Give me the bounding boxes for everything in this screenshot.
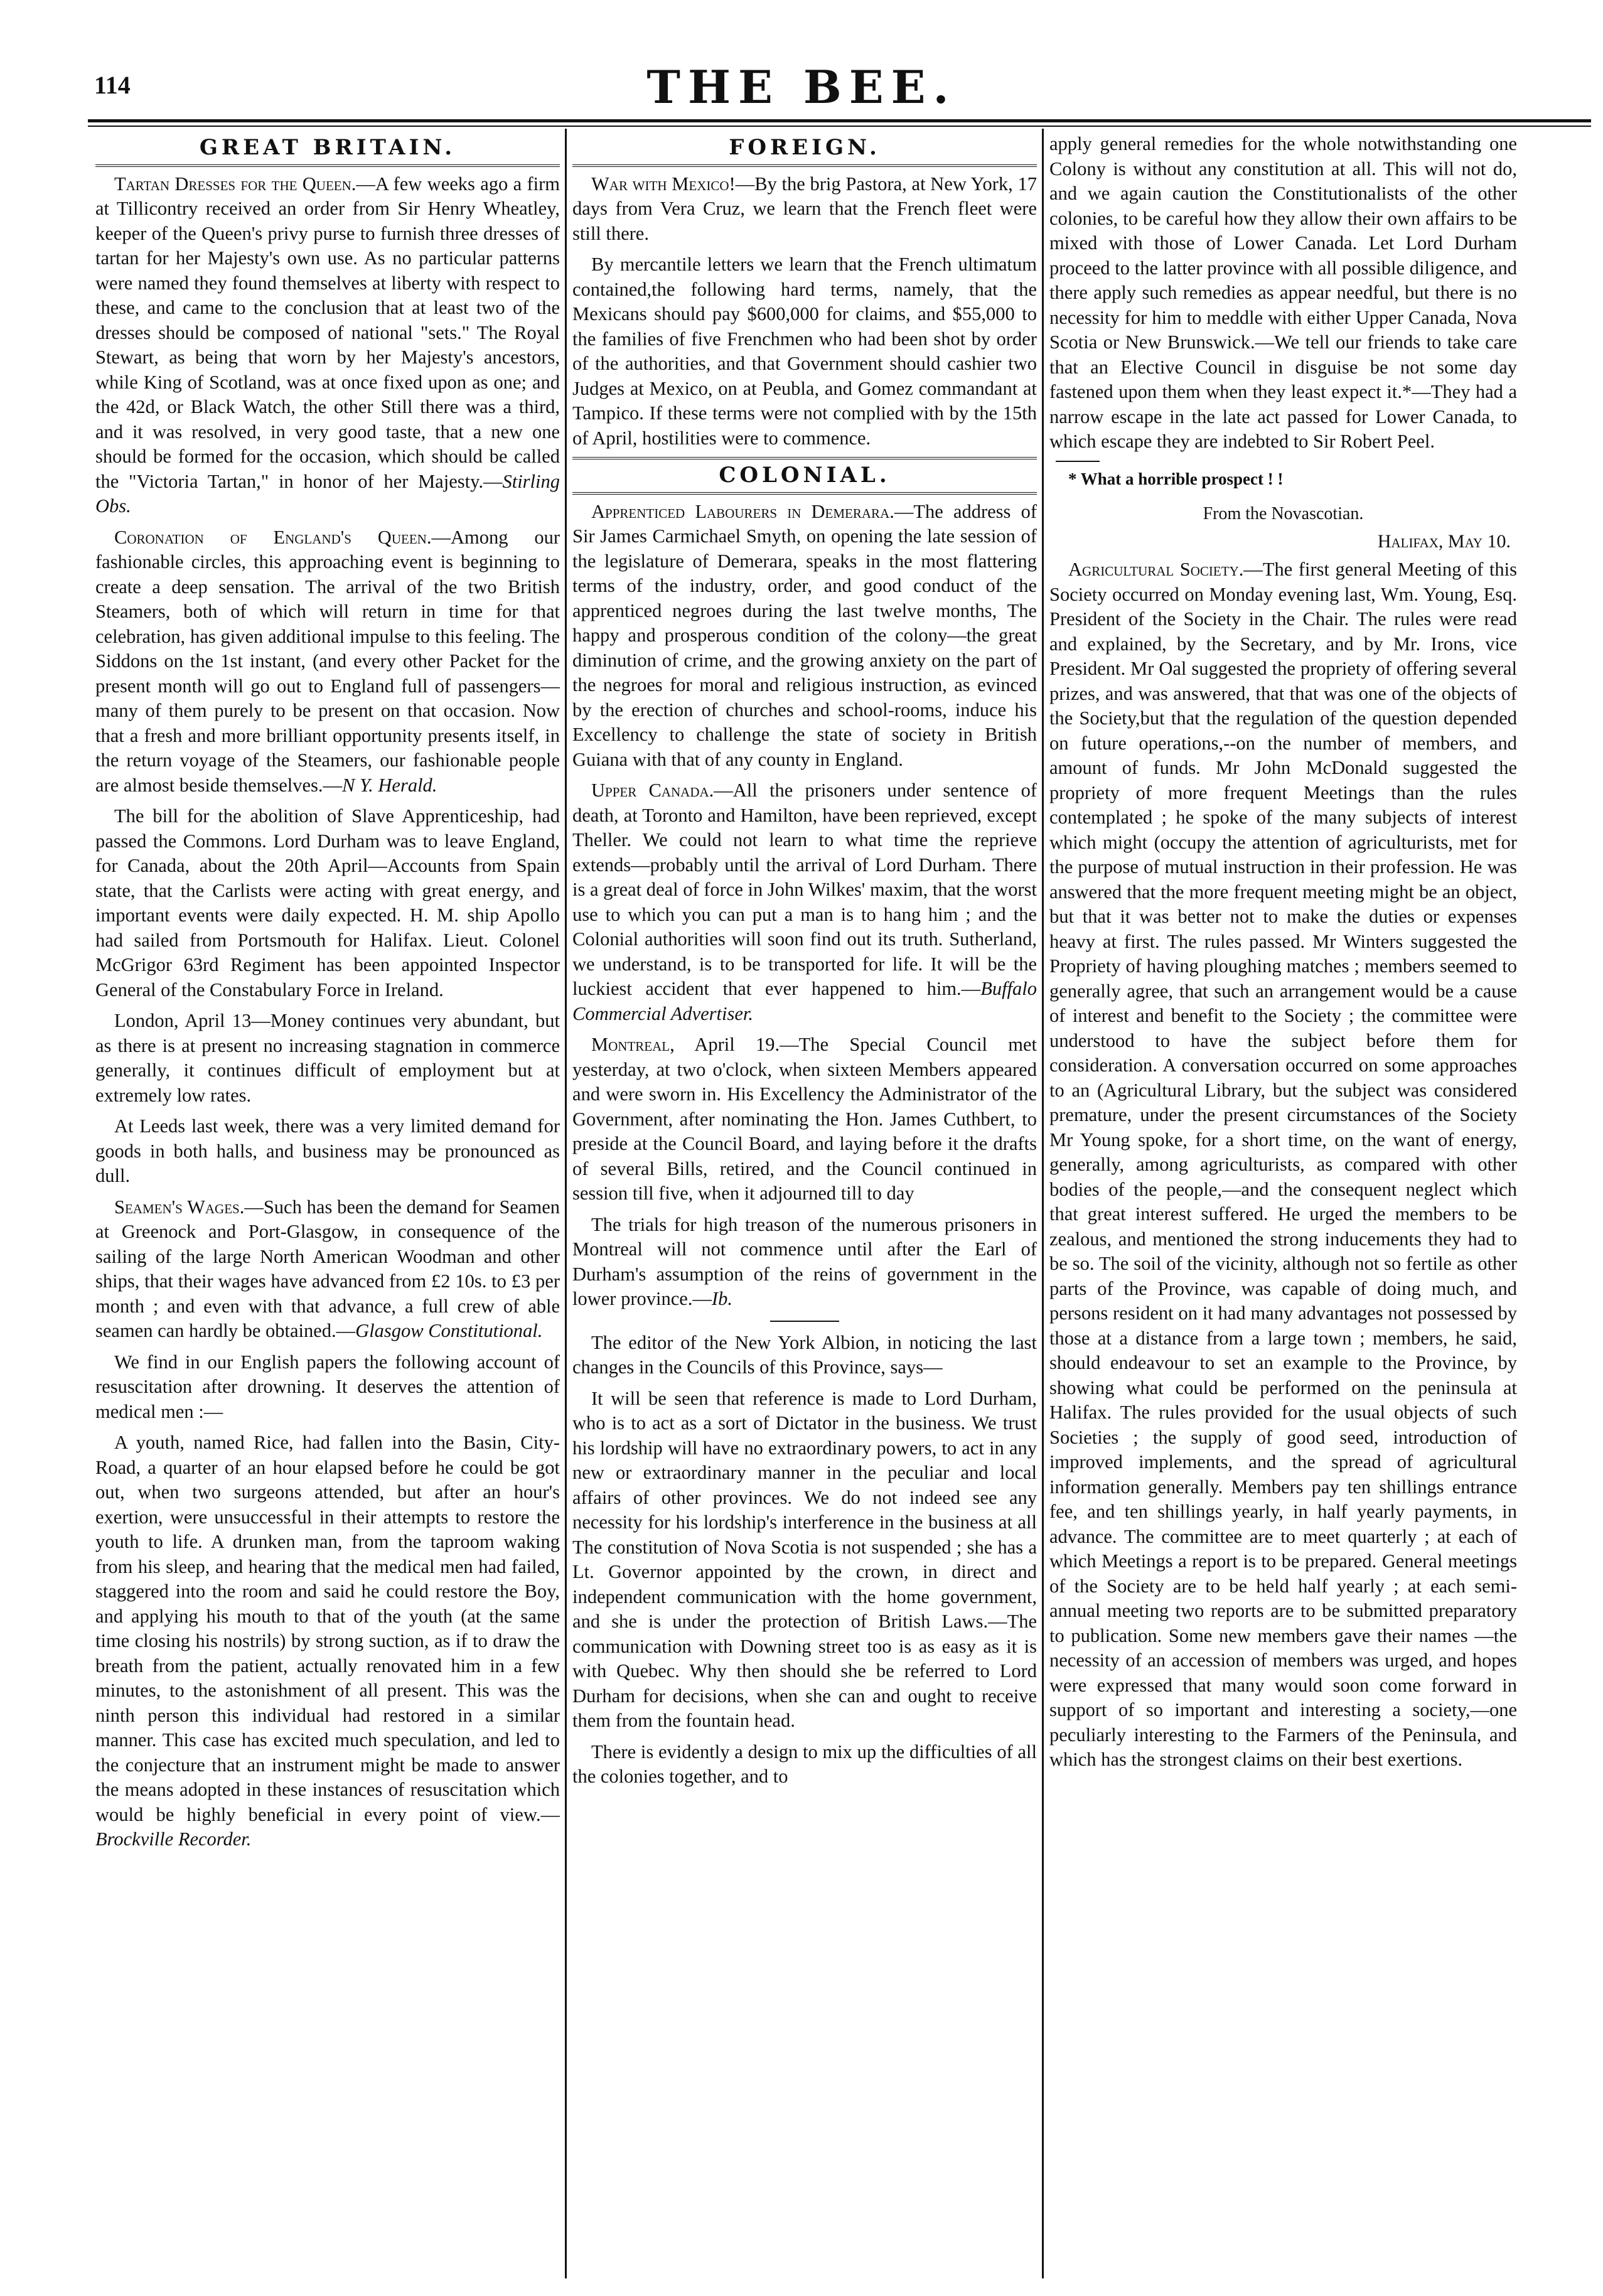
- article-albion-continued: There is evidently a design to mix up the difficulties of all the colonies together, and to: [572, 1741, 1037, 1787]
- section-heading-great-britain: GREAT BRITAIN.: [95, 132, 560, 167]
- article-montreal: Montreal, April 19.—The Special Council met yesterday, at two o'clock, when sixteen Members appeared and were sworn in. His Excellency the Administrator of the Government, after nominating the Hon. James Cuthbert, to preside at the Council Board, and laying before it the drafts of several Bills, retired, and the Council continued in session till five, when it adjourned till to day: [572, 1034, 1037, 1204]
- column-1: [95, 132, 560, 2278]
- article-war-with-mexico: War with Mexico!—By the brig Pastora, at New York, 17 days from Vera Cruz, we learn that the French fleet were still there.: [572, 173, 1037, 244]
- column-divider: [565, 129, 567, 2278]
- article-french-ultimatum: By mercantile letters we learn that the French ultimatum contained,the following hard terms, namely, that the Mexicans should pay $600,000 for claims, and $55,000 to the families of five Frenchmen who had been shot by order of the authorities, and that Government should cashier two Judges at Mexico, on at Peubla, and Gomez commandant at Tampico. If these terms were not complied with by the 15th of April, hostilities were to commence.: [572, 254, 1037, 449]
- section-heading-colonial: COLONIAL.: [572, 457, 1037, 495]
- page-number: 114: [94, 71, 131, 99]
- article-albion-intro: The editor of the New York Albion, in noticing the last changes in the Councils of this Province, says—: [572, 1331, 1037, 1378]
- article-coronation: Coronation of England's Queen.—Among our fashionable circles, this approaching event is beginning to create a deep sensation. The arrival of the two British Steamers, both of which will return in time for that celebration, has given additional impulse to this feeling. The Siddons on the 1st instant, (and every other Packet for the present month will go out to England full of passengers—many of them purely to be present on that occasion. Now that a fresh and more brilliant opportunity presents itself, in the return voyage of the Steamers, our fashionable people are almost beside themselves.—N Y. Herald.: [95, 526, 560, 796]
- article-seamens-wages: Seamen's Wages.—Such has been the demand for Seamen at Greenock and Port-Glasgow, in consequence of the sailing of the large North American Woodman and other ships, that their wages have advanced from £2 10s. to £3 per month ; and even with that advance, a full crew of able seamen can hardly be obtained.—Glasgow Constitutional.: [95, 1196, 560, 1341]
- column-3: [1049, 132, 1517, 2278]
- header-rule-thin: [88, 126, 1591, 127]
- article-resuscitation: A youth, named Rice, had fallen into the Basin, City-Road, a quarter of an hour elapsed before he could be got out, when two surgeons attended, but after an hour's exertion, were unsuccessful in their attempts to restore the youth to life. A drunken man, from the taproom waking from his sleep, and hearing that the medical men had failed, staggered into the room and said he could restore the Boy, and applying his mouth to that of the youth (at the same time closing his nostrils) by strong suction, as if to draw the breath from the patient, actually renovated him in a few minutes, to the astonishment of all present. This was the ninth person this individual had restored in a similar manner. This case has excited much speculation, and led to the conjecture that an instrument might be made to answer the means adopted in these instances of resuscitation which would be highly beneficial in every point of view.—Brockville Recorder.: [95, 1432, 560, 1850]
- article-albion-quote: It will be seen that reference is made to Lord Durham, who is to act as a sort of Dictator in the business. We trust his lordship will have no extraordinary powers, to act in any new or extraordinary manner in the peculiar and local affairs of other provinces. We do not indeed see any necessity for his lordship's interference in the business at all The constitution of Nova Scotia is not suspended ; she has a Lt. Governor appointed by the crown, in direct and independent communication with the home government, and she is under the protection of British Laws.—The communication with Downing street too is as easy as it is with Quebec. Why then should she be referred to Lord Durham for decisions, when she can and ought to receive them from the fountain head.: [572, 1387, 1037, 1731]
- article-tartan-dresses: Tartan Dresses for the Queen.—A few weeks ago a firm at Tillicontry received an order from Sir Henry Wheatley, keeper of the Queen's privy purse to furnish three dresses of tartan for her Majesty's own use. As no particular patterns were named they found themselves at liberty with respect to these, and came to the conclusion that at least two of the dresses should be composed of national "sets." The Royal Stewart, as being that worn by her Majesty's ancestors, while King of Scotland, was at once fixed upon as one; and the 42d, or Black Watch, the other Still there was a third, and it was resolved, in very good taste, that a new one should be formed for the occasion, which should be called the "Victoria Tartan," in honor of her Majesty.—Stirling Obs.: [95, 173, 560, 517]
- source-credit: From the Novascotian.: [1203, 504, 1364, 523]
- article-demerara: Apprenticed Labourers in Demerara.—The address of Sir James Carmichael Smyth, on opening the late session of the legislature of Demerara, speaks in the most flattering terms of the industry, order, and good conduct of the apprenticed negroes during the last twelve months, The happy and prosperous condition of the colony—the great diminution of crime, and the growing anxiety on the part of the negroes for moral and religious instruction, as evinced by the erection of churches and school-rooms, induce his Excellency to challenge the state of society in British Guiana with that of any county in England.: [572, 500, 1037, 770]
- article-treason-trials: The trials for high treason of the numerous prisoners in Montreal will not commence until after the Earl of Durham's assumption of the reins of government in the lower province.—Ib.: [572, 1213, 1037, 1309]
- dateline: Halifax, May 10.: [1377, 530, 1511, 552]
- masthead-title: THE BEE.: [646, 60, 957, 114]
- column-divider: [1042, 129, 1044, 2278]
- article-agricultural-society: Agricultural Society.—The first general Meeting of this Society occurred on Monday evening last, Wm. Young, Esq. President of the Society in the Chair. The rules were read and explained, by the Secretary, and by Mr. Irons, vice President. Mr Oal suggested the propriety of offering several prizes, and was answered, that that was one of the objects of the Society,but that the regulation of the question depended on future operations,--on the number of members, and amount of funds. Mr John McDonald suggested the propriety of more frequent Meetings than the rules contemplated ; he spoke of the many subjects of interest which might (occupy the attention of agriculturists, met for the purpose of mutual instruction in their profession. He was answered that the more frequent meeting might be an object, but that it was better not to make the duties or expenses heavy at first. The rules passed. Mr Winters suggested the Propriety of having ploughing matches ; members seemed to generally agree, that such an arrangement would be a cause of interest and benefit to the Society ; the committee were understood to have the subject before them for consideration. A conversation occurred on some approaches to an (Agricultural Library, but the subject was considered premature, under the present circumstances of the Society Mr Young spoke, for a short time, on the want of energy, generally, among agriculturists, as compared with other bodies of the people,—and the consequent neglect which that great interest suffered. He urged the members to be zealous, and mentioned the strong inducements they had to be so. The soil of the vicinity, although not so fertile as other parts of the Province, was capable of doing much, and persons resident on it had many advantages not possessed by those at a distance from a large town ; members, he said, should endeavour to set an example to the Province, by showing what could be performed on the peninsula at Halifax. The rules provided for the usual objects of such Societies ; the supply of good seed, introduction of improved implements, and the spread of agricultural information generally. Members pay ten shillings entrance fee, and ten shillings yearly, in half yearly payments, in advance. The committee are to meet quarterly ; at each of which Meetings a report is to be prepared. General meetings of the Society are to be held half yearly ; at each semi-annual meeting two reports are to be submitted preparatory to publication. Some new members gave their names —the necessity of an accession of members was urged, and hopes were expressed that many would soon come forward in support of so important and interesting a society,—one peculiarly interesting to the Farmers of the Peninsula, and which has the strongest claims on their best exertions.: [1049, 559, 1517, 1770]
- article-slave-apprenticeship: The bill for the abolition of Slave Apprenticeship, had passed the Commons. Lord Durham was to leave England, for Canada, about the 20th April—Accounts from Spain state, that the Carlists were acting with great energy, and important events were daily expected. H. M. ship Apollo had sailed from Portsmouth for Halifax. Lieut. Colonel McGrigor 63rd Regiment has been appointed Inspector General of the Constabulary Force in Ireland.: [95, 805, 560, 1000]
- article-leeds: At Leeds last week, there was a very limited demand for goods in both halls, and business may be pronounced as dull.: [95, 1115, 560, 1186]
- column-2: [572, 132, 1037, 2278]
- article-separator: [1056, 461, 1100, 462]
- article-london-money: London, April 13—Money continues very abundant, but as there is at present no increasing stagnation in commerce generally, it continues difficult of employment but at extremely low rates.: [95, 1010, 560, 1106]
- header-rule: [88, 119, 1591, 122]
- article-upper-canada: Upper Canada.—All the prisoners under sentence of death, at Toronto and Hamilton, have been reprieved, except Theller. We could not learn to what time the reprieve extends—probably until the arrival of Lord Durham. There is a great deal of force in John Wilkes' maxim, that the worst use to which you can put a man is to hang him ; and the Colonial authorities will soon find out its truth. Sutherland, we understand, is to be transported for life. It will be the luckiest accident that ever happened to him.—Buffalo Commercial Advertiser.: [572, 780, 1037, 1024]
- footnote: * What a horrible prospect ! !: [1068, 469, 1284, 488]
- section-heading-foreign: FOREIGN.: [572, 132, 1037, 167]
- article-resuscitation-intro: We find in our English papers the following account of resuscitation after drowning. It deserves the attention of medical men :—: [95, 1351, 560, 1422]
- article-albion-continuation: apply general remedies for the whole notwithstanding one Colony is without any constitution at all. This will not do, and we again caution the Constitutionalists of the other colonies, to be careful how they allow their own affairs to be mixed with those of Lower Canada. Let Lord Durham proceed to the latter province with all possible diligence, and there apply such remedies as appear needful, but there is no necessity for him to meddle with either Upper Canada, Nova Scotia or New Brunswick.—We tell our friends to take care that an Elective Council in disguise be not some day fastened upon them when they least expect it.*—They had a narrow escape in the late act passed for Lower Canada, to which escape they are indebted to Sir Robert Peel.: [1049, 133, 1517, 452]
- article-separator: [770, 1321, 839, 1322]
